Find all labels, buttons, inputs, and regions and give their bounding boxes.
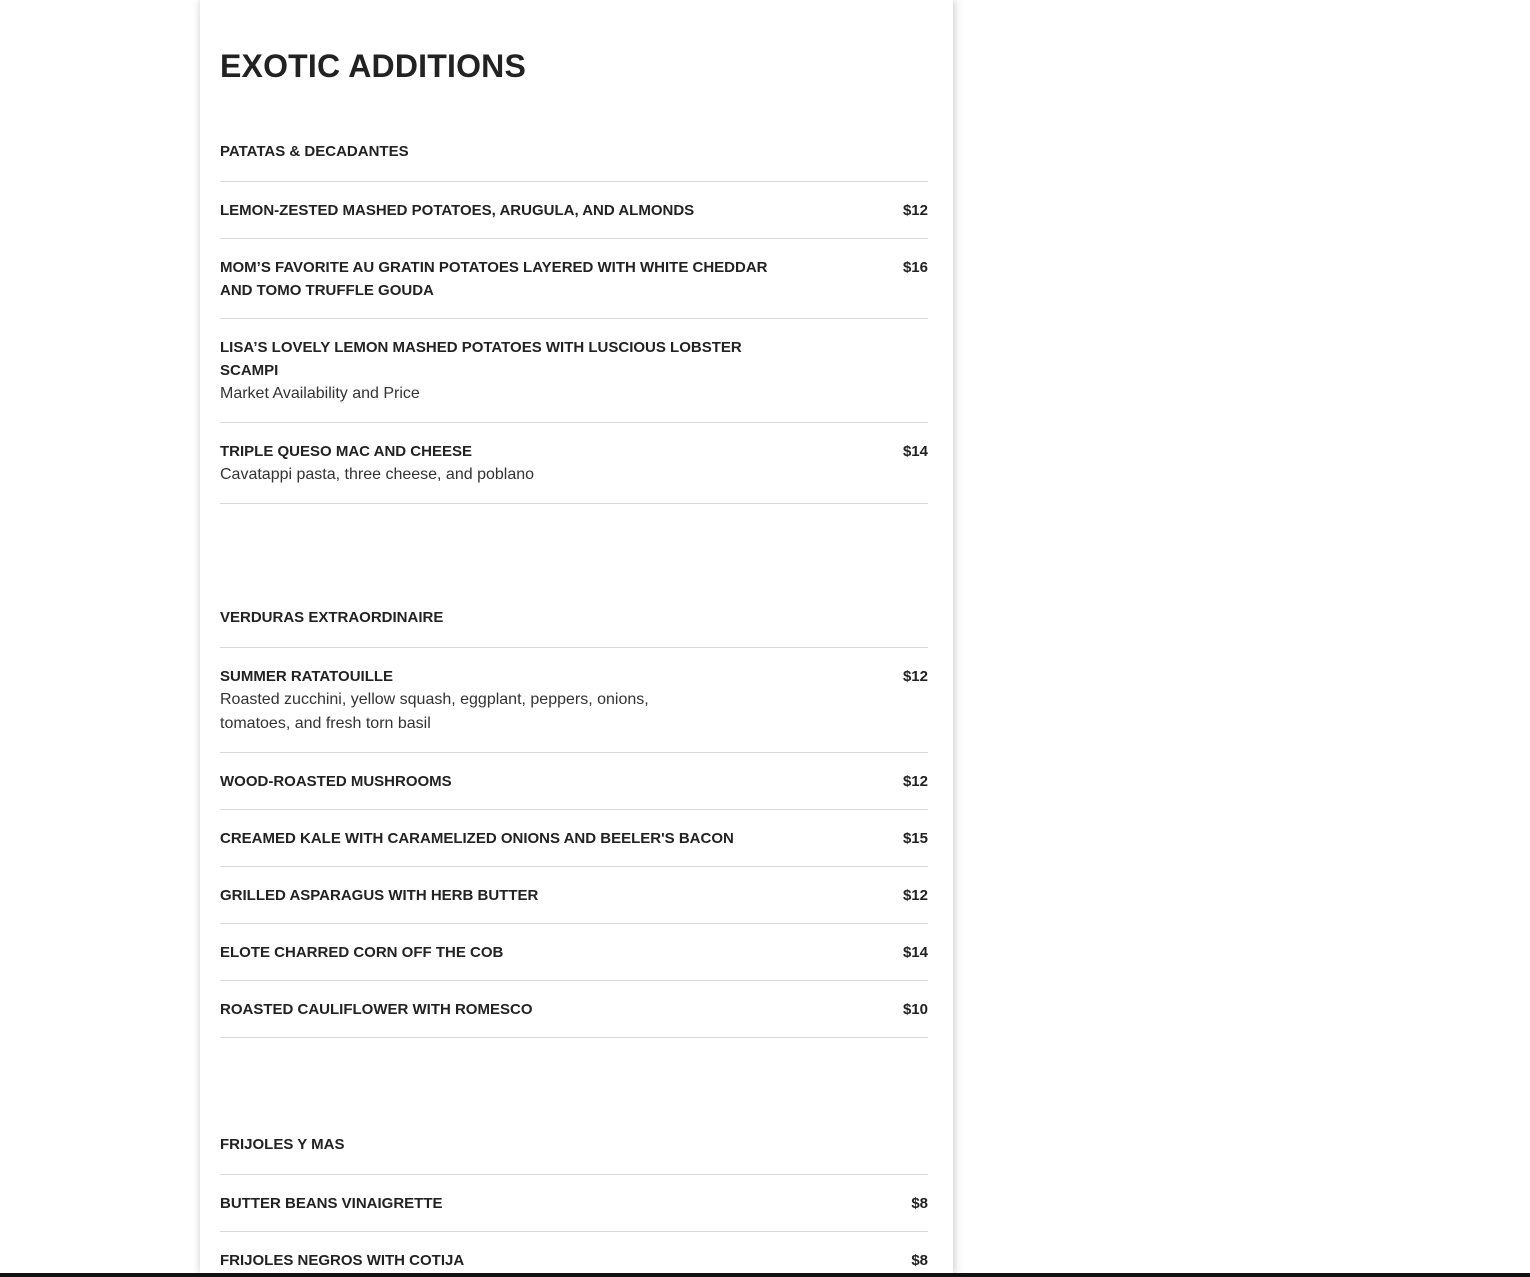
item-price: $10	[902, 1001, 928, 1018]
item-name: BUTTER BEANS VINAIGRETTE	[220, 1195, 443, 1212]
menu-item	[220, 1175, 928, 1232]
item-price: $14	[902, 944, 928, 961]
item-price: $16	[902, 259, 928, 276]
item-name: LEMON-ZESTED MASHED POTATOES, ARUGULA, AND ALMONDS	[220, 202, 695, 219]
window-bottom-edge	[0, 1273, 1530, 1277]
item-price: $15	[902, 830, 928, 847]
menu-section-frijoles	[220, 1135, 928, 1277]
menu-item	[220, 924, 928, 981]
item-name: SUMMER RATATOUILLE	[220, 668, 394, 685]
item-price: $12	[902, 668, 928, 685]
item-name: ROASTED CAULIFLOWER WITH ROMESCO	[220, 1001, 533, 1018]
item-price: $8	[911, 1252, 928, 1269]
menu-item	[220, 648, 928, 753]
item-price: $8	[911, 1195, 928, 1212]
item-description: Roasted zucchini, yellow squash, eggplant, peppers, onions, tomatoes, and fresh torn basil	[220, 691, 649, 732]
menu-item	[220, 753, 928, 810]
section-title: FRIJOLES Y MAS	[220, 1135, 928, 1175]
item-price: $12	[902, 773, 928, 790]
menu-item	[220, 981, 928, 1038]
menu-item	[220, 867, 928, 924]
section-title: PATATAS & DECADANTES	[220, 142, 928, 182]
item-description: Market Availability and Price	[220, 385, 420, 402]
menu-item	[220, 423, 928, 504]
menu-item	[220, 182, 928, 239]
item-name: CREAMED KALE WITH CARAMELIZED ONIONS AND BEELER'S BACON	[220, 830, 734, 847]
menu-item	[220, 319, 928, 423]
item-name: LISA’S LOVELY LEMON MASHED POTATOES WITH LUSCIOUS LOBSTER SCAMPI	[220, 339, 742, 379]
page-title: EXOTIC ADDITIONS	[220, 48, 527, 84]
menu-section-patatas	[220, 142, 928, 504]
menu-item	[220, 810, 928, 867]
section-title: VERDURAS EXTRAORDINAIRE	[220, 608, 928, 648]
menu-item	[220, 1232, 928, 1277]
item-name: GRILLED ASPARAGUS WITH HERB BUTTER	[220, 887, 539, 904]
item-price: $12	[902, 202, 928, 219]
item-name: FRIJOLES NEGROS WITH COTIJA	[220, 1252, 465, 1269]
item-description: Cavatappi pasta, three cheese, and poblano	[220, 466, 535, 483]
item-name: MOM’S FAVORITE AU GRATIN POTATOES LAYERED WITH WHITE CHEDDAR AND TOMO TRUFFLE GOUDA	[220, 259, 768, 299]
menu-section-verduras	[220, 608, 928, 1038]
item-price: $14	[902, 443, 928, 460]
menu-panel	[200, 0, 953, 1274]
item-name: ELOTE CHARRED CORN OFF THE COB	[220, 944, 504, 961]
item-price: $12	[902, 887, 928, 904]
item-name: TRIPLE QUESO MAC AND CHEESE	[220, 443, 472, 460]
menu-item	[220, 239, 928, 319]
item-name: WOOD-ROASTED MUSHROOMS	[220, 773, 452, 790]
